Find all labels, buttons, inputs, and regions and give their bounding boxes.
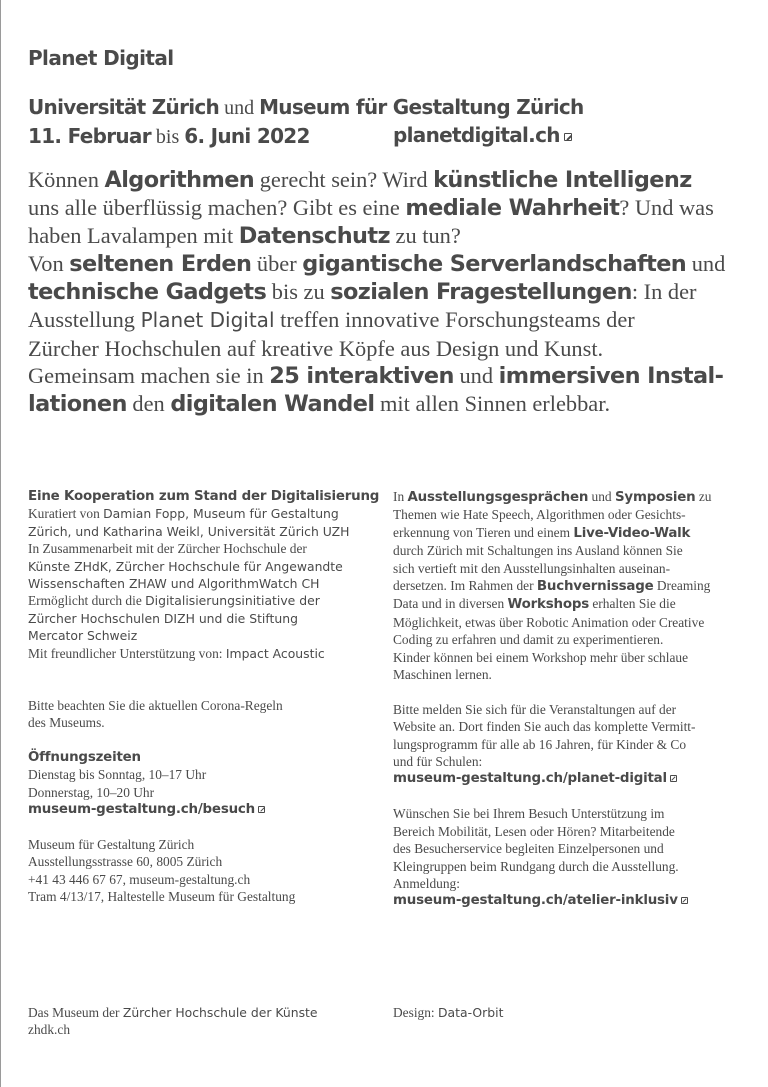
- intro-line: [28, 362, 753, 390]
- registration-line: und für Schulen:: [393, 754, 483, 770]
- collaboration-line: Wissenschaften ZHAW und AlgorithmWatch CH: [28, 576, 320, 592]
- intro-line: [28, 278, 753, 306]
- accessibility-line: des Besucherservice begleiten Einzelpersonen und: [393, 841, 664, 857]
- events-line: [393, 577, 753, 595]
- cooperation-heading: Eine Kooperation zum Stand der Digitalisierung: [28, 489, 380, 504]
- text-span: den: [126, 390, 171, 416]
- accessibility-line: Kleingruppen beim Rundgang durch die Ausstellung.: [393, 858, 679, 874]
- text-span: Live-Video-Walk: [573, 525, 691, 541]
- support-line: [28, 645, 378, 662]
- text-span: dersetzen. Im Rahmen der: [393, 578, 537, 594]
- atelier-inklusiv-link[interactable]: [393, 892, 753, 909]
- text-span: Data und in diversen: [393, 596, 508, 612]
- start-date: 11. Februar: [28, 124, 151, 148]
- text-span: Zürcher Hochschulen auf kreative Köpfe aus Design und Kunst.: [28, 335, 604, 361]
- right-column: [393, 488, 753, 910]
- partner-uzh: Universität Zürich: [28, 95, 220, 119]
- intro-line: [28, 390, 753, 418]
- intro-line: [28, 222, 753, 250]
- footer-museum-info: [28, 1004, 318, 1039]
- text-span: Das Museum der: [28, 1005, 123, 1020]
- events-line: [393, 595, 753, 613]
- text-span: Data-Orbit: [438, 1005, 504, 1020]
- end-date: 6. Juni 2022: [184, 124, 310, 148]
- collaboration-line: In Zusammenarbeit mit der Zürcher Hochschule der: [28, 541, 307, 557]
- text-span: Datenschutz: [238, 223, 390, 250]
- events-line: Möglichkeit, etwas über Robotic Animation oder Creative: [393, 614, 705, 630]
- collaboration-line: Künste ZHdK, Zürcher Hochschule für Angewandte: [28, 558, 343, 574]
- address-line: +41 43 446 67 67, museum-gestaltung.ch: [28, 871, 251, 887]
- external-link-icon: [670, 775, 677, 782]
- registration-line: Bitte melden Sie sich für die Veranstaltungen auf der: [393, 701, 677, 717]
- text-span: Gemeinsam machen sie in: [28, 362, 270, 388]
- accessibility-line: Wünschen Sie bei Ihrem Besuch Unterstützung im: [393, 806, 665, 822]
- text-span: und: [588, 489, 615, 504]
- text-span: erhalten Sie die: [589, 596, 676, 612]
- text-span: Ausstellung: [28, 307, 141, 333]
- funding-line: Mercator Schweiz: [28, 628, 138, 644]
- opening-hours: Dienstag bis Sonntag, 10–17 Uhr: [28, 767, 207, 783]
- events-line: Themen wie Hate Speech, Algorithmen oder Gesichts-: [393, 507, 686, 523]
- intro-line: [28, 250, 753, 278]
- program-link-text[interactable]: museum-gestaltung.ch/planet-digital: [393, 771, 667, 787]
- text-span: digitalen Wandel: [170, 390, 375, 417]
- visit-link[interactable]: [28, 801, 378, 818]
- text-span: Digitalisierungsinitiative der: [145, 593, 320, 609]
- visit-link-text[interactable]: museum-gestaltung.ch/besuch: [28, 802, 255, 818]
- text-span: bis zu: [266, 279, 331, 305]
- text-span: Kuratiert von: [28, 506, 104, 522]
- text-span: technische Gadgets: [28, 279, 267, 306]
- text-span: Dreaming: [653, 578, 711, 594]
- text-span: mediale Wahrheit: [405, 195, 620, 222]
- text-span: zu: [695, 489, 712, 504]
- text-span: Zürcher Hochschule der Künste: [122, 1005, 318, 1020]
- curators-line: [28, 505, 378, 522]
- spacer: [393, 788, 753, 805]
- text-span: Von: [28, 251, 70, 277]
- funding-line: [28, 592, 378, 609]
- text-span: gigantische Serverlandschaften: [302, 251, 687, 278]
- inklusiv-link-text[interactable]: museum-gestaltung.ch/atelier-inklusiv: [393, 893, 678, 909]
- spacer: [393, 683, 753, 700]
- events-line: [393, 524, 753, 542]
- text-span: Mit freundlicher Unterstützung von:: [28, 645, 226, 661]
- spacer: [28, 662, 378, 679]
- text-span: mit allen Sinnen erlebbar.: [374, 390, 611, 416]
- events-line: [393, 488, 753, 506]
- address-line: Tram 4/13/17, Haltestelle Museum für Gestaltung: [28, 889, 296, 905]
- connector-text: bis: [150, 126, 185, 148]
- external-link-icon: [681, 897, 688, 904]
- text-span: gerecht sein? Wird: [254, 167, 434, 192]
- address-line: Ausstellungsstrasse 60, 8005 Zürich: [28, 854, 223, 870]
- text-span: ? Und was: [619, 195, 714, 221]
- text-span: immersiven Instal-: [498, 362, 724, 389]
- spacer: [28, 679, 378, 696]
- connector-text: und: [219, 97, 260, 119]
- text-span: : In der: [631, 279, 697, 305]
- planet-digital-program-link[interactable]: [393, 770, 753, 787]
- corona-note: des Museums.: [28, 715, 105, 731]
- text-span: Workshops: [507, 597, 590, 613]
- events-line: Kinder können bei einem Workshop mehr über schlaue: [393, 649, 689, 665]
- text-span: Ermöglicht durch die: [28, 593, 146, 609]
- text-span: sozialen Fragestellungen: [330, 279, 632, 306]
- text-span: seltenen Erden: [69, 251, 252, 278]
- accessibility-line: Bereich Mobilität, Lesen oder Hören? Mitarbeitende: [393, 823, 675, 839]
- external-link-icon: [564, 133, 572, 141]
- registration-line: lungsprogramm für alle ab 16 Jahren, für Kinder & Co: [393, 736, 687, 752]
- text-span: Damian Fopp, Museum für Gestaltung: [103, 506, 339, 522]
- text-span: über: [251, 251, 303, 277]
- text-span: Ausstellungsgesprächen: [407, 490, 589, 505]
- text-span: Symposien: [614, 490, 696, 505]
- text-span: Buchvernissage: [536, 579, 654, 595]
- page-border: [0, 0, 1, 1087]
- zhdk-link[interactable]: zhdk.ch: [28, 1022, 71, 1038]
- registration-line: Website an. Dort finden Sie auch das komplette Vermitt-: [393, 719, 696, 735]
- text-span: Planet Digital: [140, 308, 275, 333]
- left-column: [28, 488, 378, 906]
- funding-line: Zürcher Hochschulen DIZH und die Stiftung: [28, 610, 298, 626]
- partner-museum: Museum für Gestaltung Zürich: [259, 95, 584, 119]
- events-line: sich vertieft mit den Ausstellungsinhalten auseinan-: [393, 560, 671, 576]
- page-title: Planet Digital: [28, 46, 174, 70]
- events-line: durch Zürich mit Schaltungen ins Ausland können Sie: [393, 543, 683, 559]
- corona-note: Bitte beachten Sie die aktuellen Corona-Regeln: [28, 697, 283, 713]
- text-span: In: [393, 489, 408, 504]
- text-span: Design:: [393, 1005, 439, 1020]
- text-span: 25 interaktiven: [269, 362, 454, 389]
- events-line: Maschinen lernen.: [393, 667, 492, 683]
- events-line: Coding zu erfahren und damit zu experimentieren.: [393, 632, 664, 648]
- text-span: zu tun?: [389, 223, 461, 249]
- opening-hours: Donnerstag, 10–20 Uhr: [28, 784, 155, 800]
- intro-line: [28, 194, 753, 222]
- intro-paragraph: [28, 166, 753, 418]
- footer-line: [28, 1004, 318, 1021]
- text-span: Können: [28, 167, 105, 192]
- text-span: haben Lavalampen mit: [28, 223, 239, 249]
- spacer: [28, 819, 378, 836]
- text-span: Impact Acoustic: [225, 645, 325, 661]
- text-span: lationen: [28, 390, 127, 417]
- footer-design-credit: [393, 1004, 503, 1021]
- text-span: und: [686, 251, 726, 277]
- text-span: und: [453, 362, 499, 388]
- text-span: uns alle überflüssig machen? Gibt es eine: [28, 195, 406, 221]
- text-span: erkennung von Tieren und einem: [393, 524, 574, 540]
- text-span: treffen innovative Forschungsteams der: [274, 307, 635, 333]
- curators-line: Zürich, und Katharina Weikl, Universität Zürich UZH: [28, 523, 350, 539]
- external-link-icon: [258, 806, 265, 813]
- accessibility-line: Anmeldung:: [393, 875, 460, 891]
- text-span: Algorithmen: [104, 167, 255, 193]
- intro-line: [28, 166, 753, 194]
- opening-hours-heading: Öffnungszeiten: [28, 750, 141, 766]
- text-span: künstliche Intelligenz: [433, 167, 692, 193]
- intro-line: [28, 306, 753, 334]
- address-line: Museum für Gestaltung Zürich: [28, 837, 195, 853]
- spacer: [28, 732, 378, 749]
- footer-line: [393, 1004, 503, 1021]
- planetdigital-link[interactable]: [393, 121, 572, 149]
- planetdigital-link-text[interactable]: planetdigital.ch: [393, 123, 560, 147]
- intro-line: [28, 335, 753, 362]
